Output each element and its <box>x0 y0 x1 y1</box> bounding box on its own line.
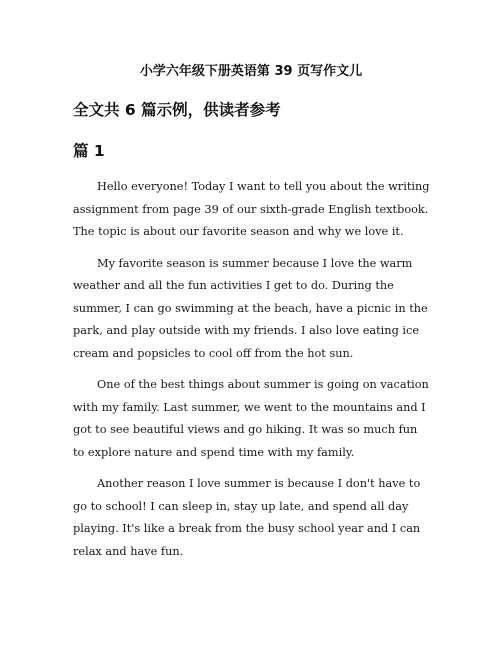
paragraph-3: One of the best things about summer is going on vacation with my family. Last summer, we went to the mountains and I got to see beautiful views and go hiking. It was so much fun to explore nature and spend time with my family. <box>73 378 429 459</box>
section-heading: 篇 1 <box>73 142 105 160</box>
essay-body <box>73 176 430 572</box>
paragraph-4: Another reason I love summer is because I don't have to go to school! I can sleep in, stay up late, and spend all day playing. It's like a break from the busy school year and I can relax and have fun. <box>73 477 421 558</box>
document-subtitle: 全文共 6 篇示例，供读者参考 <box>73 101 281 119</box>
paragraph-1: Hello everyone! Today I want to tell you about the writing assignment from page 39 of our sixth-grade English textbook. The topic is about our favorite season and why we love it. <box>73 180 430 238</box>
paragraph-2: My favorite season is summer because I love the warm weather and all the fun activities I get to do. During the summer, I can go swimming at the beach, have a picnic in the park, and play outside with my friends. I also love eating ice cream and popsicles to cool off from the hot sun. <box>73 256 428 360</box>
document-title: 小学六年级下册英语第 39 页写作文儿 <box>139 64 363 79</box>
